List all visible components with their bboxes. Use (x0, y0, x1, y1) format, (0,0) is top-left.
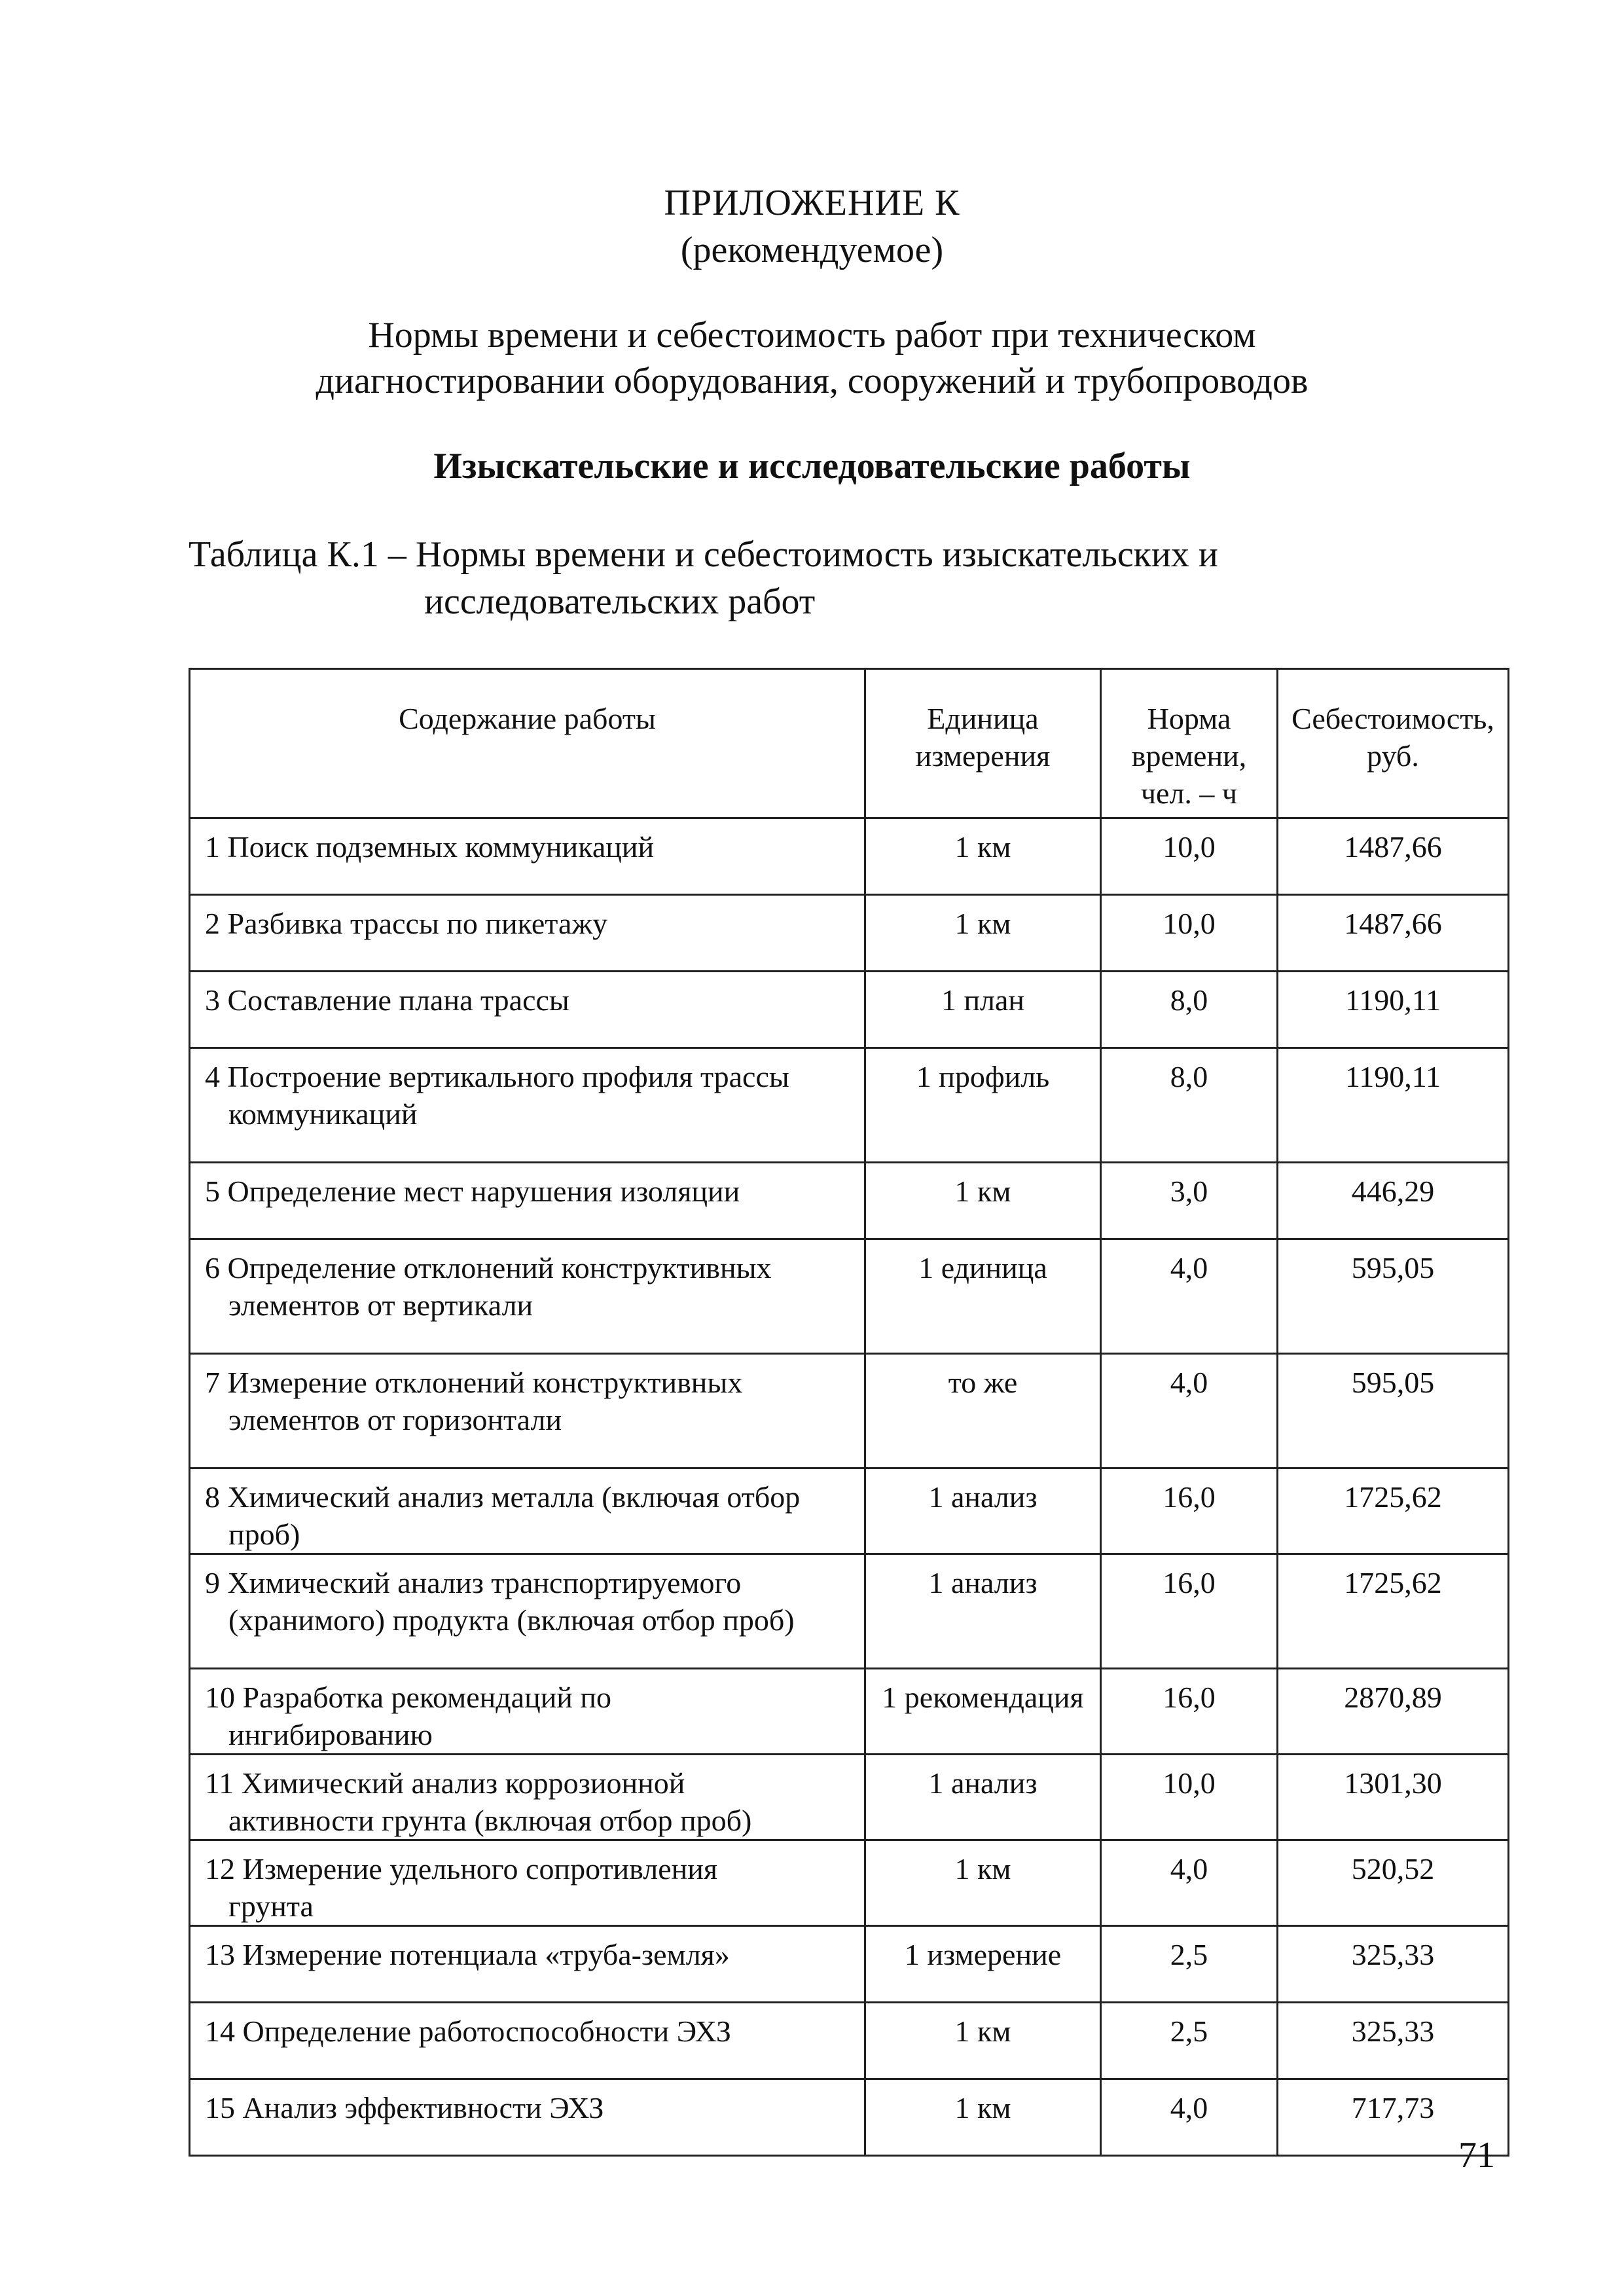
table-row (190, 1048, 1509, 1163)
document-title-line-1: Нормы времени и себестоимость работ при техническом (368, 315, 1256, 355)
table-row (190, 818, 1509, 895)
hours-cell: 16,0 (1101, 1554, 1278, 1669)
appendix-title: ПРИЛОЖЕНИЕ К (664, 183, 960, 223)
work-text: 12 Измерение удельного сопротивления (205, 1852, 718, 1886)
cost-cell: 1725,62 (1278, 1554, 1509, 1669)
table-row (190, 1163, 1509, 1239)
hours-cell: 2,5 (1101, 2003, 1278, 2079)
table-row (190, 1926, 1509, 2003)
header-hours-line-2: времени, (1131, 739, 1247, 773)
header-hours-line-3: чел. – ч (1140, 776, 1238, 810)
unit-cell: 1 измерение (865, 1926, 1101, 2003)
work-text: 8 Химический анализ металла (включая отбор (205, 1480, 801, 1514)
work-text: 9 Химический анализ транспортируемого (205, 1566, 742, 1599)
work-cell (190, 1840, 865, 1926)
unit-cell: 1 км (865, 2003, 1101, 2079)
table-row (190, 895, 1509, 972)
unit-cell: 1 единица (865, 1239, 1101, 1354)
unit-cell: 1 профиль (865, 1048, 1101, 1163)
header-hours-line-1: Норма (1147, 702, 1231, 735)
work-text: 11 Химический анализ коррозионной (205, 1766, 685, 1800)
table-row (190, 1755, 1509, 1840)
table-row (190, 972, 1509, 1048)
document-title-line-2: диагностировании оборудования, сооружений и трубопроводов (316, 361, 1308, 401)
work-text: 3 Составление плана трассы (205, 983, 569, 1017)
table-row (190, 1840, 1509, 1926)
hours-cell: 16,0 (1101, 1468, 1278, 1554)
header-unit (865, 669, 1101, 818)
unit-cell: 1 км (865, 895, 1101, 972)
work-text: 14 Определение работоспособности ЭХЗ (205, 2014, 731, 2048)
work-cell (190, 1554, 865, 1669)
table-row (190, 1468, 1509, 1554)
table-caption-line-1: Таблица К.1 – Нормы времени и себестоимость изыскательских и (189, 534, 1218, 575)
hours-cell: 4,0 (1101, 1840, 1278, 1926)
cost-cell: 1301,30 (1278, 1755, 1509, 1840)
cost-cell: 1725,62 (1278, 1468, 1509, 1554)
work-cell (190, 2003, 865, 2079)
work-cell (190, 1239, 865, 1354)
hours-cell: 10,0 (1101, 818, 1278, 895)
work-text-continued: элементов от вертикали (228, 1288, 533, 1322)
norms-table (189, 668, 1509, 2157)
work-cell (190, 1669, 865, 1755)
cost-cell: 446,29 (1278, 1163, 1509, 1239)
hours-cell: 3,0 (1101, 1163, 1278, 1239)
work-text: 15 Анализ эффективности ЭХЗ (205, 2091, 604, 2124)
work-text-continued: проб) (228, 1518, 300, 1551)
table-row (190, 1239, 1509, 1354)
cost-cell: 520,52 (1278, 1840, 1509, 1926)
header-work-content-label: Содержание работы (399, 702, 656, 735)
table-row (190, 1669, 1509, 1755)
cost-cell: 717,73 (1278, 2079, 1509, 2156)
unit-cell: 1 анализ (865, 1755, 1101, 1840)
work-cell (190, 2079, 865, 2156)
work-text: 5 Определение мест нарушения изоляции (205, 1175, 740, 1208)
header-cost (1278, 669, 1509, 818)
appendix-subtitle: (рекомендуемое) (680, 230, 944, 270)
cost-cell: 1487,66 (1278, 818, 1509, 895)
hours-cell: 8,0 (1101, 1048, 1278, 1163)
work-cell (190, 1468, 865, 1554)
hours-cell: 10,0 (1101, 1755, 1278, 1840)
work-cell (190, 1354, 865, 1468)
header-cost-line-1: Себестоимость, (1291, 702, 1494, 735)
work-cell (190, 972, 865, 1048)
work-cell (190, 895, 865, 972)
cost-cell: 595,05 (1278, 1239, 1509, 1354)
work-cell (190, 1048, 865, 1163)
work-text-continued: (хранимого) продукта (включая отбор проб) (228, 1603, 795, 1637)
header-hours (1101, 669, 1278, 818)
work-text: 4 Построение вертикального профиля трассы (205, 1060, 789, 1093)
work-text: 2 Разбивка трассы по пикетажу (205, 907, 608, 940)
unit-cell: 1 км (865, 818, 1101, 895)
work-text-continued: элементов от горизонтали (228, 1403, 562, 1436)
work-text-continued: коммуникаций (228, 1097, 418, 1131)
unit-cell: 1 км (865, 1840, 1101, 1926)
cost-cell: 1487,66 (1278, 895, 1509, 972)
table-row (190, 1354, 1509, 1468)
unit-cell: 1 анализ (865, 1554, 1101, 1669)
cost-cell: 595,05 (1278, 1354, 1509, 1468)
hours-cell: 10,0 (1101, 895, 1278, 972)
section-title: Изыскательские и исследовательские работы (433, 446, 1191, 486)
hours-cell: 16,0 (1101, 1669, 1278, 1755)
work-cell (190, 1926, 865, 2003)
unit-cell: 1 анализ (865, 1468, 1101, 1554)
unit-cell: то же (865, 1354, 1101, 1468)
cost-cell: 1190,11 (1278, 972, 1509, 1048)
table-caption-line-2: исследовательских работ (424, 581, 816, 622)
cost-cell: 2870,89 (1278, 1669, 1509, 1755)
table-row (190, 1554, 1509, 1669)
work-cell (190, 818, 865, 895)
work-text: 7 Измерение отклонений конструктивных (205, 1366, 743, 1399)
page-number: 71 (1458, 2135, 1495, 2176)
hours-cell: 2,5 (1101, 1926, 1278, 2003)
work-text: 1 Поиск подземных коммуникаций (205, 830, 655, 864)
table-row (190, 2003, 1509, 2079)
cost-cell: 325,33 (1278, 1926, 1509, 2003)
work-text: 13 Измерение потенциала «труба-земля» (205, 1938, 730, 1971)
work-text: 10 Разработка рекомендаций по (205, 1681, 612, 1714)
unit-cell: 1 км (865, 1163, 1101, 1239)
unit-cell: 1 км (865, 2079, 1101, 2156)
table-row (190, 2079, 1509, 2156)
hours-cell: 4,0 (1101, 2079, 1278, 2156)
header-cost-line-2: руб. (1367, 739, 1419, 773)
header-unit-line-1: Единица (927, 702, 1039, 735)
header-unit-line-2: измерения (915, 739, 1051, 773)
work-text-continued: активности грунта (включая отбор проб) (228, 1804, 752, 1837)
header-work-content (190, 669, 865, 818)
work-text: 6 Определение отклонений конструктивных (205, 1251, 772, 1285)
cost-cell: 1190,11 (1278, 1048, 1509, 1163)
work-cell (190, 1755, 865, 1840)
table-header-row (190, 669, 1509, 818)
work-text-continued: ингибированию (228, 1718, 433, 1751)
work-cell (190, 1163, 865, 1239)
hours-cell: 8,0 (1101, 972, 1278, 1048)
unit-cell: 1 рекомендация (865, 1669, 1101, 1755)
hours-cell: 4,0 (1101, 1239, 1278, 1354)
work-text-continued: грунта (228, 1889, 314, 1923)
unit-cell: 1 план (865, 972, 1101, 1048)
hours-cell: 4,0 (1101, 1354, 1278, 1468)
cost-cell: 325,33 (1278, 2003, 1509, 2079)
